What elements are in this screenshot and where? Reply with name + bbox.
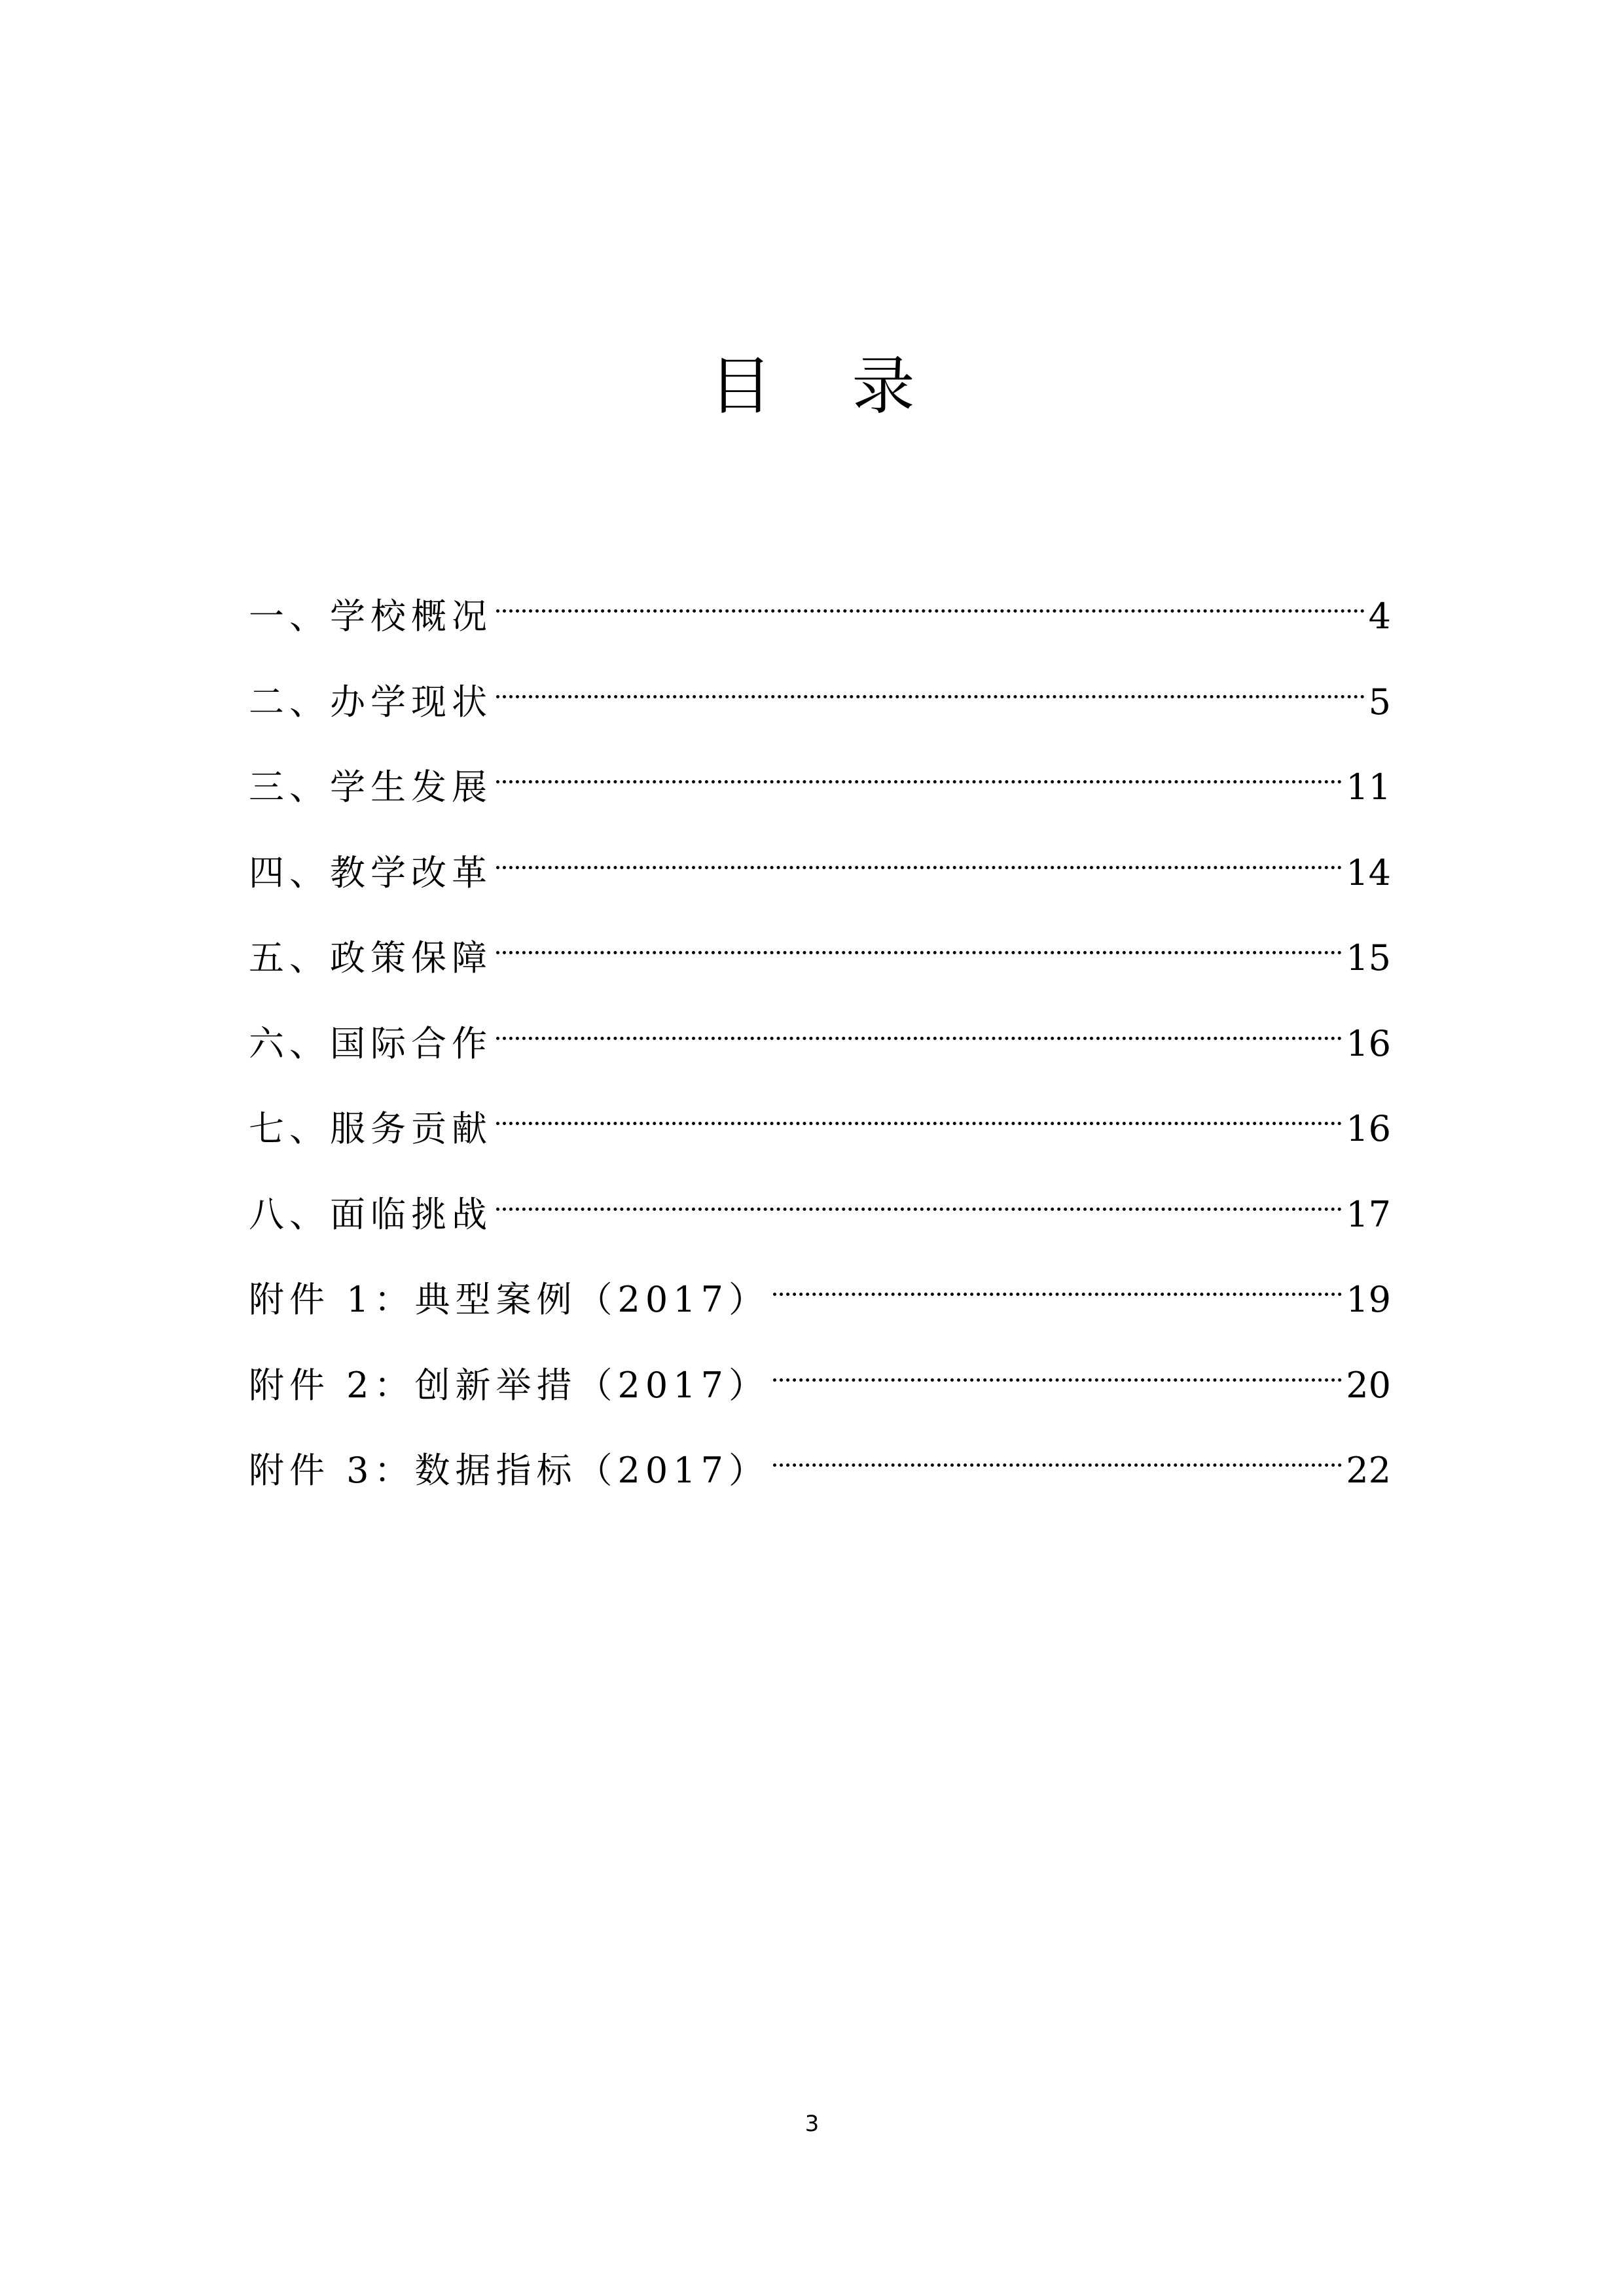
- toc-entry-label: 附件 2：创新举措（2017）: [249, 1364, 769, 1406]
- dot-leader: [496, 819, 1342, 885]
- dot-leader: [773, 1417, 1342, 1482]
- toc-list: [249, 563, 1391, 1503]
- toc-entry[interactable]: [249, 563, 1391, 649]
- toc-title: 目 录: [709, 350, 915, 423]
- toc-entry-page: 20: [1346, 1364, 1391, 1406]
- toc-entry-label: 七、服务贡献: [249, 1108, 492, 1149]
- toc-entry-label: 四、教学改革: [249, 852, 492, 893]
- dot-leader: [773, 1246, 1342, 1312]
- toc-entry[interactable]: [249, 649, 1391, 734]
- toc-entry-label: 二、办学现状: [249, 681, 492, 723]
- dot-leader: [773, 1332, 1342, 1397]
- toc-entry-page: 14: [1346, 852, 1391, 893]
- toc-entry[interactable]: [249, 1332, 1391, 1418]
- toc-entry-label: 五、政策保障: [249, 937, 492, 978]
- toc-entry-page: 16: [1346, 1108, 1391, 1149]
- page-number: 3: [804, 2111, 820, 2137]
- toc-entry-page: 4: [1368, 596, 1391, 637]
- toc-entry-label: 附件 1：典型案例（2017）: [249, 1279, 769, 1320]
- toc-entry[interactable]: [249, 1417, 1391, 1503]
- toc-entry-page: 16: [1346, 1022, 1391, 1064]
- dot-leader: [496, 563, 1365, 628]
- toc-entry-label: 三、学生发展: [249, 766, 492, 808]
- toc-entry[interactable]: [249, 1161, 1391, 1247]
- toc-entry-label: 一、学校概况: [249, 596, 492, 637]
- toc-entry-page: 15: [1346, 937, 1391, 978]
- toc-entry[interactable]: [249, 819, 1391, 905]
- dot-leader: [496, 1075, 1342, 1141]
- dot-leader: [496, 649, 1365, 714]
- toc-entry[interactable]: [249, 734, 1391, 819]
- toc-entry-label: 六、国际合作: [249, 1022, 492, 1064]
- dot-leader: [496, 990, 1342, 1056]
- toc-entry[interactable]: [249, 990, 1391, 1076]
- toc-entry-label: 附件 3：数据指标（2017）: [249, 1450, 769, 1491]
- dot-leader: [496, 734, 1342, 799]
- toc-entry-page: 11: [1346, 766, 1391, 808]
- toc-entry-page: 22: [1346, 1450, 1391, 1491]
- toc-entry-page: 5: [1368, 681, 1391, 723]
- dot-leader: [496, 1161, 1342, 1227]
- toc-entry-page: 17: [1346, 1193, 1391, 1235]
- toc-entry[interactable]: [249, 1075, 1391, 1161]
- toc-entry[interactable]: [249, 905, 1391, 990]
- toc-entry-page: 19: [1346, 1279, 1391, 1320]
- toc-entry[interactable]: [249, 1246, 1391, 1332]
- dot-leader: [496, 905, 1342, 970]
- toc-entry-label: 八、面临挑战: [249, 1193, 492, 1235]
